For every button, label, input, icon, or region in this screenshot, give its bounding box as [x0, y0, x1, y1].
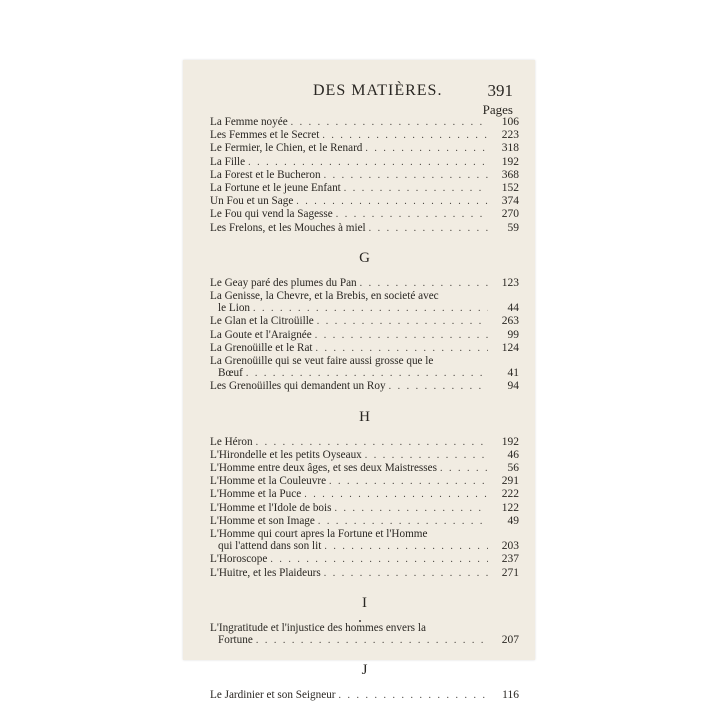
- dot-leader: [296, 196, 488, 208]
- entry-title: La Forest et le Bucheron: [210, 168, 321, 181]
- index-section: [210, 659, 519, 702]
- index-entry: [210, 567, 519, 580]
- index-entry: [210, 169, 519, 182]
- entry-page-number: 56: [507, 462, 519, 475]
- index-entry: [210, 355, 519, 380]
- entry-page-number: 318: [501, 142, 519, 155]
- dot-leader: [270, 554, 488, 566]
- entry-title: La Grenoüille qui se veut faire aussi grosse que le: [210, 355, 434, 368]
- entry-page-number: 271: [501, 566, 519, 579]
- dot-leader: [322, 130, 488, 142]
- dot-leader: [248, 157, 488, 169]
- index-entry: [210, 488, 519, 501]
- dot-leader: [360, 278, 488, 290]
- dot-leader: [365, 143, 488, 155]
- entry-page-number: 44: [507, 302, 519, 315]
- dot-leader: [318, 516, 488, 528]
- dot-leader: [291, 117, 488, 129]
- entry-title: Un Fou et un Sage: [210, 195, 294, 208]
- page-mark: [359, 620, 361, 622]
- index-entry: [210, 475, 519, 488]
- dot-leader: [317, 316, 488, 328]
- header-title: DES MATIÈRES.: [313, 82, 443, 99]
- entry-page-number: 124: [501, 341, 519, 354]
- pages-column-label: Pages: [482, 102, 513, 117]
- entry-title: La Fortune et le jeune Enfant: [210, 182, 341, 195]
- dot-leader: [336, 209, 488, 221]
- entry-page-number: 116: [502, 689, 519, 702]
- entry-page-number: 207: [501, 634, 519, 647]
- section-letter: H: [359, 408, 370, 425]
- index-entry: [210, 277, 519, 290]
- entry-page-number: 237: [501, 553, 519, 566]
- index-entry: [210, 290, 519, 315]
- index-entry: [210, 553, 519, 566]
- index-entry: [210, 502, 519, 515]
- index-entry: [210, 462, 519, 475]
- index-entry: [210, 622, 519, 647]
- index-section: [210, 116, 519, 235]
- entry-title: L'Huitre, et les Plaideurs: [210, 566, 321, 579]
- entry-title: La Fille: [210, 155, 246, 168]
- page-header: [183, 82, 535, 102]
- entry-title: Les Frelons, et les Mouches à miel: [210, 221, 366, 234]
- entry-page-number: 223: [501, 129, 519, 142]
- index-entry: [210, 449, 519, 462]
- dot-leader: [316, 343, 488, 355]
- index-entry: [210, 315, 519, 328]
- entry-list: [210, 622, 519, 647]
- dot-leader: [324, 170, 488, 182]
- index-sections: [210, 116, 519, 703]
- entry-page-number: 192: [501, 155, 519, 168]
- section-letter: J: [361, 662, 368, 679]
- index-entry: [210, 195, 519, 208]
- dot-leader: [256, 437, 488, 449]
- entry-title: Le Héron: [210, 435, 253, 448]
- dot-leader: [369, 223, 488, 235]
- entry-page-number: 270: [501, 208, 519, 221]
- entry-title: L'Ingratitude et l'injustice des hommes envers la: [210, 621, 426, 634]
- index-entry: [210, 142, 519, 155]
- index-entry: [210, 380, 519, 393]
- entry-list: [210, 689, 519, 702]
- book-page: [183, 60, 535, 702]
- entry-title: Les Grenoüilles qui demandent un Roy: [210, 380, 386, 393]
- index-entry: [210, 222, 519, 235]
- entry-page-number: 123: [501, 276, 519, 289]
- index-entry: [210, 436, 519, 449]
- index-entry: [210, 208, 519, 221]
- index-entry: [210, 156, 519, 169]
- entry-page-number: 41: [507, 367, 519, 380]
- index-section: [210, 406, 519, 580]
- entry-title: Le Glan et la Citroüille: [210, 315, 314, 328]
- entry-list: [210, 277, 519, 394]
- section-letter: G: [359, 249, 370, 266]
- entry-title: Le Geay paré des plumes du Pan: [210, 276, 357, 289]
- entry-title: L'Homme et la Couleuvre: [210, 475, 327, 488]
- entry-page-number: 99: [507, 328, 519, 341]
- dot-leader: [315, 330, 488, 342]
- dot-leader: [256, 635, 488, 647]
- entry-title-continued: Bœuf: [218, 367, 243, 380]
- entry-page-number: 368: [501, 168, 519, 181]
- index-section: [210, 592, 519, 647]
- entry-title: La Grenoüille et le Rat: [210, 341, 313, 354]
- entry-page-number: 94: [507, 380, 519, 393]
- entry-page-number: 152: [501, 182, 519, 195]
- dot-leader: [246, 368, 488, 380]
- entry-title: Le Fou qui vend la Sagesse: [210, 208, 333, 221]
- entry-title-continued: Fortune: [218, 634, 253, 647]
- dot-leader: [344, 183, 488, 195]
- dot-leader: [253, 303, 488, 315]
- entry-title: Le Jardinier et son Seigneur: [210, 689, 336, 702]
- index-entry: [210, 528, 519, 553]
- entry-title: La Femme noyée: [210, 116, 288, 128]
- index-entry: [210, 116, 519, 129]
- entry-page-number: 374: [501, 195, 519, 208]
- dot-leader: [304, 489, 488, 501]
- dot-leader: [365, 450, 488, 462]
- entry-page-number: 192: [501, 435, 519, 448]
- index-entry: [210, 342, 519, 355]
- index-entry: [210, 129, 519, 142]
- entry-title: La Genisse, la Chevre, et la Brebis, en societé avec: [210, 290, 439, 303]
- entry-title-continued: le Lion: [218, 302, 251, 315]
- entry-title: L'Horoscope: [210, 553, 268, 566]
- entry-title: L'Homme et la Puce: [210, 488, 302, 501]
- entry-page-number: 59: [507, 221, 519, 234]
- entry-title-continued: qui l'attend dans son lit: [218, 540, 322, 553]
- entry-page-number: 106: [501, 116, 519, 128]
- entry-title: L'Homme et son Image: [210, 514, 315, 527]
- index-entry: [210, 515, 519, 528]
- entry-title: L'Homme qui court apres la Fortune et l'Homme: [210, 528, 428, 541]
- dot-leader: [334, 503, 488, 515]
- dot-leader: [324, 541, 488, 553]
- section-letter: I: [362, 594, 367, 611]
- entry-page-number: 222: [501, 488, 519, 501]
- index-entry: [210, 329, 519, 342]
- entry-page-number: 291: [501, 475, 519, 488]
- entry-title: La Goute et l'Araignée: [210, 328, 312, 341]
- index-entry: [210, 182, 519, 195]
- index-entry: [210, 689, 519, 702]
- entry-page-number: 203: [501, 540, 519, 553]
- entry-list: [210, 436, 519, 580]
- entry-title: Les Femmes et le Secret: [210, 129, 320, 142]
- index-section: [210, 247, 519, 394]
- entry-title: L'Hirondelle et les petits Oyseaux: [210, 448, 362, 461]
- dot-leader: [440, 463, 488, 475]
- entry-title: L'Homme et l'Idole de bois: [210, 501, 332, 514]
- entry-page-number: 122: [501, 501, 519, 514]
- dot-leader: [339, 690, 488, 702]
- entry-title: Le Fermier, le Chien, et le Renard: [210, 142, 363, 155]
- entry-page-number: 49: [507, 514, 519, 527]
- dot-leader: [329, 476, 488, 488]
- entry-page-number: 263: [501, 315, 519, 328]
- dot-leader: [389, 381, 488, 393]
- entry-list: [210, 116, 519, 235]
- entry-title: L'Homme entre deux âges, et ses deux Maistresses: [210, 462, 437, 475]
- dot-leader: [324, 568, 488, 580]
- entry-page-number: 46: [507, 448, 519, 461]
- page-number: 391: [487, 81, 513, 100]
